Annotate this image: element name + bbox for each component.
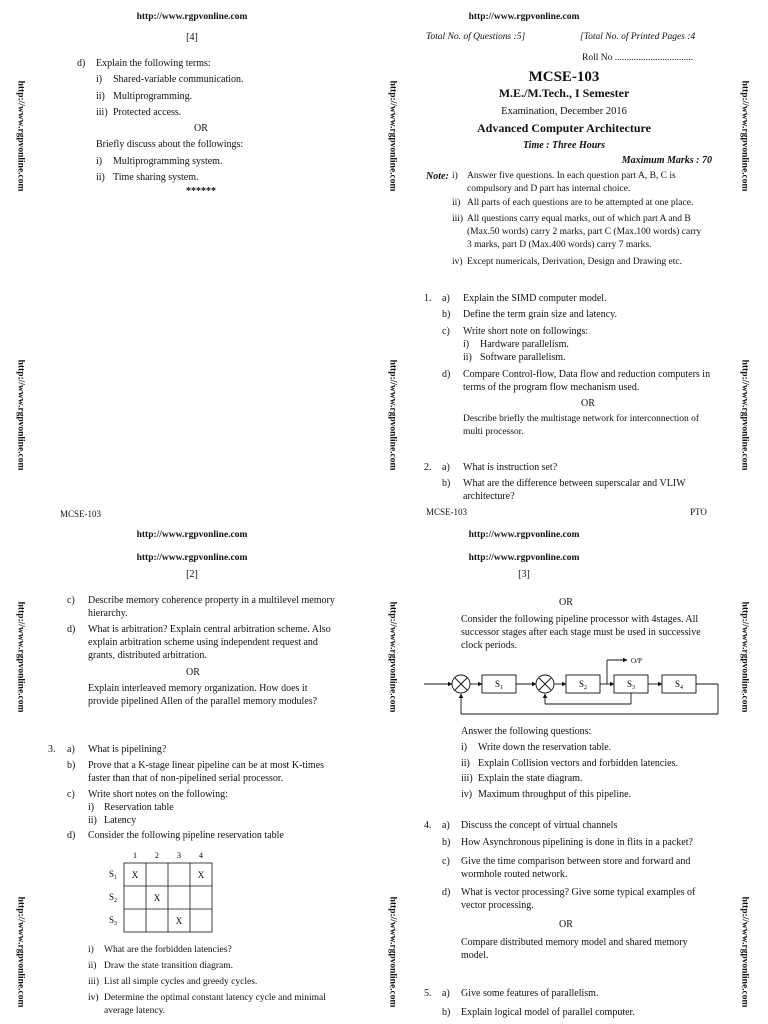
page-3 [384, 512, 768, 1024]
item-text: Latency [104, 815, 137, 826]
side-url: http://www.rgpvonline.com [387, 359, 398, 471]
side-url: http://www.rgpvonline.com [387, 601, 398, 713]
item-number: i) [88, 802, 95, 813]
item-number: iii) [88, 977, 100, 987]
item-number: i) [461, 742, 468, 753]
output-label: O/P [631, 657, 642, 665]
table-col-header: 4 [199, 851, 203, 860]
pto-label: PTO [690, 507, 707, 517]
table-cell: X [131, 870, 139, 880]
item-number: iv) [88, 993, 99, 1003]
item-number: i) [96, 74, 103, 85]
note-number: ii) [452, 198, 461, 208]
note-label: Note: [426, 171, 449, 182]
question-letter: d) [67, 624, 76, 635]
stage-label: $S_2$ [578, 679, 588, 691]
page-4 [0, 0, 384, 519]
note-text: Except numericals, Derivation, Design and Drawing etc. [467, 257, 682, 267]
side-url: http://www.rgpvonline.com [15, 359, 26, 471]
item-number: ii) [88, 961, 97, 971]
note-text: All parts of each questions are to be attempted at one place. [467, 198, 694, 208]
page-url: http://www.rgpvonline.com [136, 530, 248, 540]
page-url: http://www.rgpvonline.com [468, 12, 580, 22]
table-cell: X [175, 916, 183, 926]
question-text: Compare distributed memory model and shared memory model. [461, 937, 688, 961]
item-text: Draw the state transition diagram. [104, 961, 234, 971]
stage-label: $S_1$ [494, 679, 504, 691]
item-number: iv) [461, 789, 473, 800]
degree: M.E./M.Tech., I Semester [498, 86, 630, 100]
item-number: i) [96, 156, 103, 167]
question-letter: d) [442, 887, 451, 898]
question-text: Explain interleaved memory organization. How does it provide pipelined Allen of the parallel memory modules? [88, 683, 318, 707]
item-text: List all simple cycles and greedy cycles. [104, 977, 258, 987]
question-letter: b) [67, 760, 76, 771]
question-number: 3. [48, 744, 56, 755]
question-number: 2. [424, 462, 432, 473]
item-text: Maximum throughput of this pipeline. [478, 789, 632, 800]
total-pages: [Total No. of Printed Pages :4 [580, 32, 696, 42]
table-col-header: 3 [177, 851, 181, 860]
side-url: http://www.rgpvonline.com [739, 896, 750, 1008]
question-text: Explain the following terms: [96, 58, 211, 69]
or-label: OR [186, 667, 200, 678]
question-letter: d) [442, 369, 451, 380]
note-text: Answer five questions. In each question part A, B, C is compulsory and D part has internal choice. [467, 171, 676, 194]
paper-code: MCSE-103 [528, 69, 600, 85]
note-number: i) [452, 171, 458, 181]
item-number: ii) [96, 91, 105, 102]
item-number: ii) [88, 815, 97, 826]
item-text: What are the forbidden latencies? [104, 945, 232, 955]
item-text: Time sharing system. [113, 172, 199, 183]
page-url: http://www.rgpvonline.com [136, 12, 248, 22]
question-text: Explain the SIMD computer model. [463, 293, 607, 304]
question-letter: d) [77, 58, 86, 69]
roll-number-field: Roll No ................................. [582, 53, 694, 63]
or-label: OR [559, 919, 573, 930]
item-text: Multiprogramming system. [113, 156, 223, 167]
page-number: [2] [186, 569, 198, 580]
item-text: Explain the state diagram. [478, 773, 583, 784]
side-url: http://www.rgpvonline.com [387, 80, 398, 192]
question-letter: b) [442, 478, 451, 489]
item-number: i) [88, 945, 94, 955]
pipeline-diagram [424, 654, 734, 720]
item-text: Explain Collision vectors and forbidden latencies. [478, 758, 678, 769]
side-url: http://www.rgpvonline.com [739, 601, 750, 713]
question-text: What is pipelining? [88, 744, 167, 755]
question-text: Give the time comparison between store and forward and wormhole routed network. [461, 856, 691, 880]
footer-code: MCSE-103 [60, 509, 102, 519]
table-row-label: $S_2$ [109, 892, 118, 904]
item-text: Shared-variable communication. [113, 74, 244, 85]
item-number: ii) [96, 172, 105, 183]
question-text: Discuss the concept of virtual channels [461, 820, 618, 831]
question-letter: b) [442, 1007, 451, 1018]
page-2 [0, 512, 384, 1024]
item-text: Determine the optimal constant latency cycle and minimal average latency. [104, 993, 326, 1016]
page-number: [4] [186, 32, 198, 43]
item-number: iii) [461, 773, 473, 784]
question-number: 5. [424, 988, 432, 999]
question-text: How Asynchronous pipelining is done in flits in a packet? [461, 837, 693, 848]
or-label: OR [581, 398, 595, 409]
question-letter: b) [442, 309, 451, 320]
page-number: [3] [518, 569, 530, 580]
page-url: http://www.rgpvonline.com [136, 553, 248, 563]
side-url: http://www.rgpvonline.com [387, 896, 398, 1008]
item-text: Write down the reservation table. [478, 742, 612, 753]
question-text: Write short notes on the following: [88, 789, 228, 800]
question-number: 4. [424, 820, 432, 831]
question-letter: a) [67, 744, 75, 755]
stage-label: $S_3$ [626, 679, 636, 691]
alt-question-text: Briefly discuss about the followings: [96, 139, 244, 150]
question-text: Answer the following questions: [461, 726, 592, 737]
or-label: OR [194, 123, 208, 134]
question-text: Consider the following pipeline reservation table [88, 830, 284, 841]
question-letter: a) [442, 462, 450, 473]
footer-code: MCSE-103 [426, 507, 468, 517]
question-letter: c) [67, 789, 75, 800]
subject-title: Advanced Computer Architecture [477, 121, 651, 135]
question-text: What is vector processing? Give some typical examples of vector processing. [461, 887, 696, 911]
question-letter: b) [442, 837, 451, 848]
question-text: Define the term grain size and latency. [463, 309, 618, 320]
end-stars: ****** [186, 186, 216, 197]
item-number: iii) [96, 107, 108, 118]
exam-session: Examination, December 2016 [501, 106, 627, 117]
stage-label: $S_4$ [674, 679, 684, 691]
question-text: Give some features of parallelism. [461, 988, 599, 999]
question-letter: a) [442, 293, 450, 304]
question-number: 1. [424, 293, 432, 304]
table-col-header: 1 [133, 851, 137, 860]
question-text: What is instruction set? [463, 462, 558, 473]
question-letter: c) [67, 595, 75, 606]
time-allowed: Time : Three Hours [522, 140, 606, 151]
total-questions: Total No. of Questions :5] [426, 32, 526, 42]
question-text: What are the difference between superscalar and VLIW architecture? [463, 478, 686, 502]
question-letter: c) [442, 326, 450, 337]
question-letter: c) [442, 856, 450, 867]
max-marks: Maximum Marks : 70 [621, 155, 712, 166]
question-text: What is arbitration? Explain central arbitration scheme. Also explain arbitration scheme using independent request and grants, distributed arbitration. [88, 624, 331, 661]
table-cell: X [197, 870, 205, 880]
page-1 [384, 0, 768, 517]
question-text: Compare Control-flow, Data flow and reduction computers in terms of the program flow mechanism used. [463, 369, 711, 393]
item-number: i) [463, 339, 470, 350]
question-text: Explain logical model of parallel computer. [461, 1007, 635, 1018]
table-cell: X [153, 893, 161, 903]
question-letter: a) [442, 988, 450, 999]
table-col-header: 2 [155, 851, 159, 860]
note-text: All questions carry equal marks, out of which part A and B (Max.50 words) carry 2 marks, part C (Max.100 words) carry 3 marks, part D (Max.400 words) carry 7 marks. [467, 214, 702, 250]
question-letter: a) [442, 820, 450, 831]
item-text: Software parallelism. [480, 352, 566, 363]
question-text: Consider the following pipeline processor with 4stages. All successor stages after each stage must be used in successive clock periods. [461, 614, 701, 651]
side-url: http://www.rgpvonline.com [15, 80, 26, 192]
or-label: OR [559, 597, 573, 608]
item-number: ii) [461, 758, 470, 769]
page-url: http://www.rgpvonline.com [468, 553, 580, 563]
page-url: http://www.rgpvonline.com [468, 530, 580, 540]
question-text: Prove that a K-stage linear pipeline can be at most K-times faster than that of non-pipelined serial processor. [88, 760, 325, 784]
item-text: Reservation table [104, 802, 174, 813]
side-url: http://www.rgpvonline.com [15, 601, 26, 713]
question-text: Write short note on followings: [463, 326, 589, 337]
reservation-table [105, 849, 225, 934]
question-text: Describe memory coherence property in a multilevel memory hierarchy. [88, 595, 335, 619]
table-row-label: $S_1$ [109, 869, 118, 881]
table-row-label: $S_3$ [109, 915, 118, 927]
question-letter: d) [67, 830, 76, 841]
note-number: iv) [452, 257, 463, 267]
side-url: http://www.rgpvonline.com [739, 359, 750, 471]
question-text: Describe briefly the multistage network for interconnection of multi processor. [463, 414, 700, 437]
item-number: ii) [463, 352, 472, 363]
item-text: Protected access. [113, 107, 182, 118]
note-number: iii) [452, 214, 464, 224]
item-text: Hardware parallelism. [480, 339, 569, 350]
item-text: Multiprogramming. [113, 91, 193, 102]
side-url: http://www.rgpvonline.com [15, 896, 26, 1008]
side-url: http://www.rgpvonline.com [739, 80, 750, 192]
